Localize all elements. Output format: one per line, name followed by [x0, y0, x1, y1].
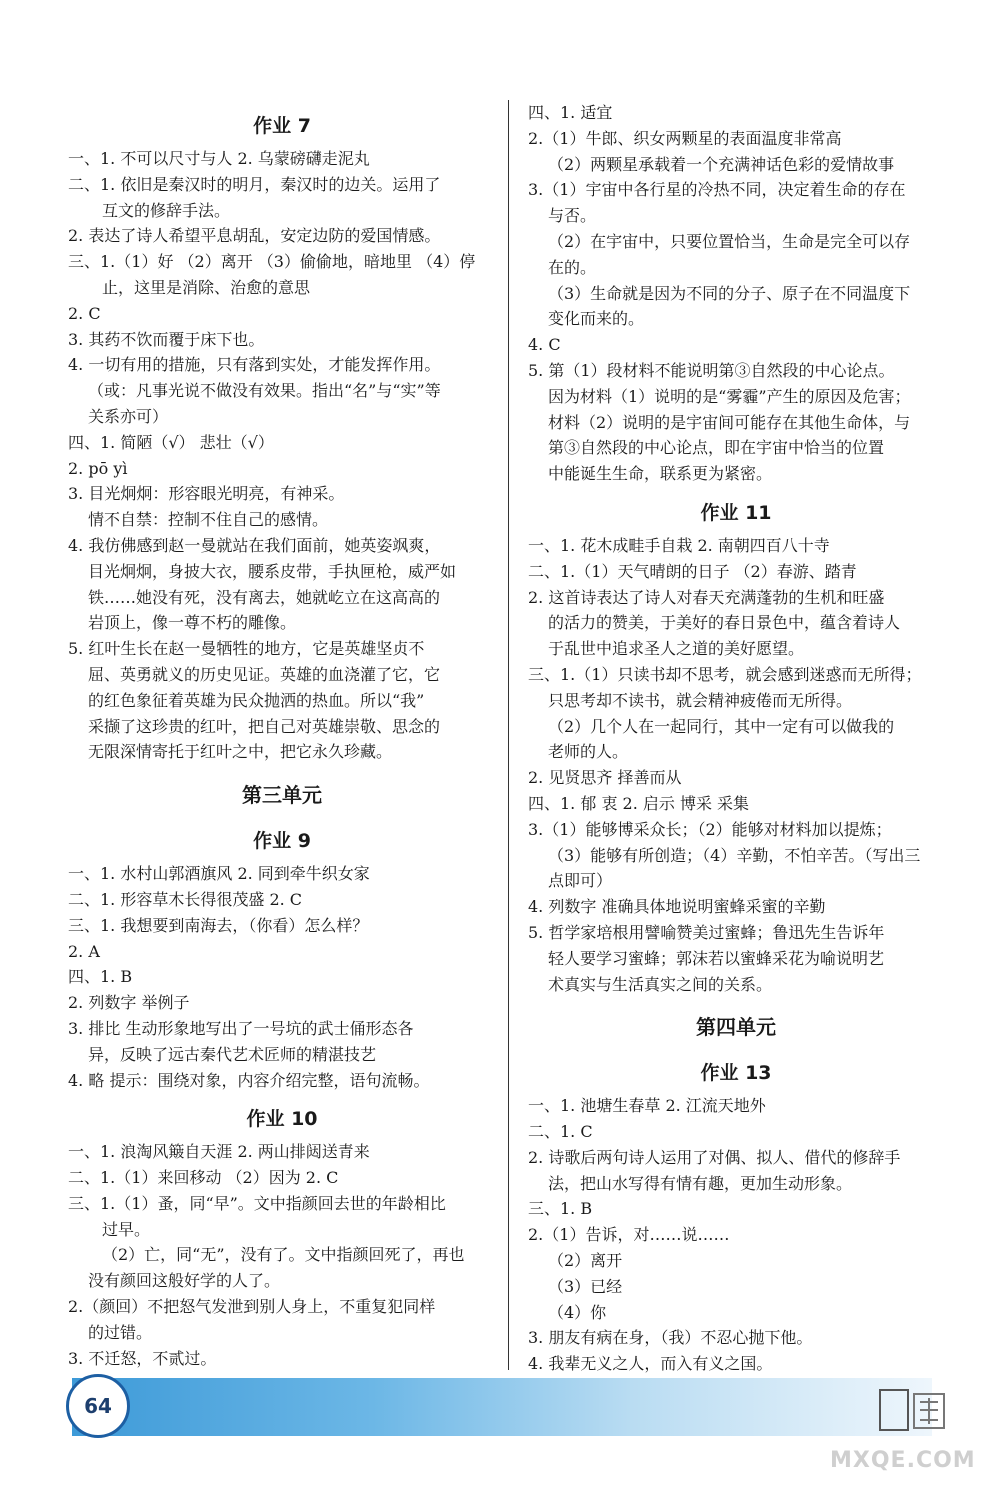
- answer-line: （3）已经: [548, 1276, 623, 1296]
- answer-line: 3. 其药不饮而覆于床下也。: [68, 329, 265, 349]
- answer-line: 3.（1）能够博采众长；（2）能够对材料加以提炼；: [528, 819, 892, 839]
- answer-line: （3）能够有所创造；（4）辛勤，不怕辛苦。（写出三: [548, 845, 921, 865]
- answer-line: 一、1. 水村山郭酒旗风 2. 同到牵牛织女家: [68, 864, 370, 884]
- answer-line: 2.（颜回）不把怒气发泄到别人身上，不重复犯同样: [68, 1297, 436, 1317]
- answer-line: 5. 红叶生长在赵一曼牺牲的地方，它是英雄坚贞不: [68, 639, 425, 659]
- column-divider: [508, 100, 509, 1370]
- answer-seal-logo-icon: [878, 1384, 950, 1436]
- answer-line: 4. 我仿佛感到赵一曼就站在我们面前，她英姿飒爽，: [68, 535, 441, 555]
- answer-line: 3. 朋友有病在身，（我）不忍心抛下他。: [528, 1328, 813, 1348]
- answer-line: 二、1.（1）天气晴朗的日子 （2）春游、踏青: [528, 561, 857, 581]
- answer-line: 2.（1）牛郎、织女两颗星的表面温度非常高: [528, 128, 842, 148]
- unit-heading: 第三单元: [242, 783, 322, 808]
- answer-line: 2. 见贤思齐 择善而从: [528, 768, 682, 788]
- answer-line: 5. 第（1）段材料不能说明第③自然段的中心论点。: [528, 360, 895, 380]
- answer-line: 老师的人。: [548, 742, 629, 762]
- watermark: MXQE.COM: [830, 1448, 976, 1473]
- answer-line: 铁……她没有死，没有离去，她就屹立在这高高的: [88, 587, 441, 607]
- answer-line: 2. 列数字 举例子: [68, 993, 190, 1013]
- answer-line: 2. 诗歌后两句诗人运用了对偶、拟人、借代的修辞手: [528, 1147, 901, 1167]
- answer-line: 2. C: [68, 303, 101, 323]
- answer-line: 2.（1）告诉，对……说……: [528, 1225, 730, 1245]
- answer-line: 四、1. 郁 衷 2. 启示 博采 采集: [528, 793, 750, 813]
- answer-line: 四、1. 简陋（√） 悲壮（√）: [68, 432, 274, 452]
- answer-line: （2）两颗星承载着一个充满神话色彩的爱情故事: [548, 154, 895, 174]
- answer-line: 4. 一切有用的措施，只有落到实处，才能发挥作用。: [68, 355, 441, 375]
- homework-heading: 作业 13: [700, 1062, 772, 1085]
- answer-line: 一、1. 浪淘风簸自天涯 2. 两山排闼送青来: [68, 1142, 370, 1162]
- answer-line: 三、1.（1）只读书却不思考，就会感到迷惑而无所得；: [528, 664, 922, 684]
- homework-heading: 作业 9: [253, 830, 311, 853]
- answer-line: 一、1. 花木成畦手自栽 2. 南朝四百八十寺: [528, 535, 830, 555]
- answer-line: 第③自然段的中心论点，即在宇宙中恰当的位置: [548, 438, 885, 458]
- answer-line: 4. C: [528, 335, 561, 355]
- answer-line: （2）离开: [548, 1251, 623, 1271]
- answer-line: 三、1. B: [528, 1199, 593, 1219]
- answer-line: 2. 表达了诗人希望平息胡乱，安定边防的爱国情感。: [68, 226, 441, 246]
- answer-line: 无限深情寄托于红叶之中，把它永久珍藏。: [88, 742, 393, 762]
- answer-line: 于乱世中追求圣人之道的美好愿望。: [548, 639, 805, 659]
- footer-gradient-bar: [72, 1378, 932, 1436]
- answer-line: 情不自禁：控制不住自己的感情。: [88, 510, 329, 530]
- left-column: [68, 100, 496, 1371]
- answer-line: 2. A: [68, 941, 100, 961]
- answer-line: 与否。: [548, 206, 597, 226]
- answer-line: 二、1.（1）来回移动 （2）因为 2. C: [68, 1168, 339, 1188]
- answer-line: 没有颜回这般好学的人了。: [88, 1271, 281, 1291]
- answer-line: 一、1. 不可以尺寸与人 2. 乌蒙磅礴走泥丸: [68, 149, 370, 168]
- answer-line: 目光炯炯，身披大衣，腰系皮带，手执匣枪，威严如: [88, 561, 457, 581]
- answer-line: 关系亦可）: [88, 406, 169, 426]
- answer-line: 四、1. 适宜: [528, 103, 613, 122]
- answer-line: 二、1. 依旧是秦汉时的明月，秦汉时的边关。运用了: [68, 174, 441, 194]
- answer-line: 三、1. 我想要到南海去，（你看）怎么样？: [68, 915, 369, 935]
- answer-line: 3. 目光炯炯：形容眼光明亮，有神采。: [68, 484, 345, 504]
- answer-line: （2）在宇宙中，只要位置恰当，生命是完全可以存: [548, 231, 911, 251]
- homework-heading: 作业 10: [246, 1108, 318, 1131]
- unit-heading: 第四单元: [696, 1015, 776, 1040]
- answer-line: 一、1. 池塘生春草 2. 江流天地外: [528, 1096, 766, 1116]
- answer-line: 止，这里是消除、治愈的意思: [102, 277, 311, 297]
- answer-line: （3）生命就是因为不同的分子、原子在不同温度下: [548, 283, 911, 303]
- answer-line: 4. 略 提示：围绕对象，内容介绍完整，语句流畅。: [68, 1070, 430, 1090]
- answer-line: 在的。: [548, 257, 597, 277]
- page-number: 64: [84, 1394, 112, 1418]
- answer-line: 采撷了这珍贵的红叶，把自己对英雄崇敬、思念的: [88, 716, 441, 736]
- answer-line: 3. 排比 生动形象地写出了一号坑的武士俑形态各: [68, 1018, 414, 1038]
- answer-line: 三、1.（1）蚤，同“早”。文中指颜回去世的年龄相比: [68, 1193, 446, 1213]
- page-number-badge: [66, 1374, 130, 1438]
- right-column: [528, 100, 944, 1377]
- answer-line: 的活力的赞美，于美好的春日景色中，蕴含着诗人: [548, 613, 901, 633]
- answer-line: 四、1. B: [68, 967, 133, 987]
- answer-line: 点即可）: [548, 871, 613, 891]
- answer-line: 屈、英勇就义的历史见证。英雄的血浇灌了它，它: [88, 664, 441, 684]
- answer-line: 4. 我辈无义之人，而入有义之国。: [528, 1354, 773, 1374]
- answer-line: 二、1. 形容草木长得很茂盛 2. C: [68, 889, 303, 909]
- answer-line: 轻人要学习蜜蜂；郭沫若以蜜蜂采花为喻说明艺: [548, 948, 885, 968]
- answer-line: 的过错。: [88, 1322, 153, 1342]
- answer-line: 术真实与生活真实之间的关系。: [548, 974, 773, 994]
- answer-line: 2. pō yì: [68, 458, 128, 478]
- answer-line: 只思考却不读书，就会精神疲倦而无所得。: [548, 690, 853, 710]
- answer-line: 岩顶上，像一尊不朽的雕像。: [88, 613, 297, 633]
- answer-line: （或：凡事光说不做没有效果。指出“名”与“实”等: [88, 381, 441, 401]
- homework-heading: 作业 7: [253, 115, 311, 137]
- answer-line: 2. 这首诗表达了诗人对春天充满蓬勃的生机和旺盛: [528, 587, 885, 607]
- homework-heading: 作业 11: [700, 501, 772, 524]
- answer-line: 因为材料（1）说明的是“雾霾”产生的原因及危害；: [548, 386, 911, 406]
- answer-line: 互文的修辞手法。: [102, 200, 231, 220]
- answer-line: 法，把山水写得有情有趣，更加生动形象。: [548, 1173, 853, 1193]
- answer-line: 中能诞生生命，联系更为紧密。: [548, 464, 773, 484]
- answer-line: 4. 列数字 准确具体地说明蜜蜂采蜜的辛勤: [528, 897, 826, 917]
- answer-line: 变化而来的。: [548, 309, 645, 329]
- answer-line: （2）亡，同“无”，没有了。文中指颜回死了，再也: [102, 1245, 465, 1265]
- answer-line: （2）几个人在一起同行，其中一定有可以做我的: [548, 716, 895, 736]
- answer-line: 3. 不迁怒，不贰过。: [68, 1348, 217, 1368]
- answer-line: 二、1. C: [528, 1122, 593, 1142]
- answer-line: 过早。: [102, 1219, 151, 1239]
- answer-line: 的红色象征着英雄为民众抛洒的热血。所以“我”: [88, 690, 425, 710]
- answer-line: 异，反映了远古秦代艺术匠师的精湛技艺: [88, 1044, 377, 1064]
- answer-line: 5. 哲学家培根用譬喻赞美过蜜蜂；鲁迅先生告诉年: [528, 922, 885, 942]
- answer-line: 材料（2）说明的是宇宙间可能存在其他生命体，与: [548, 412, 911, 432]
- answer-line: （4）你: [548, 1302, 607, 1322]
- answer-line: 三、1.（1）好 （2）离开 （3）偷偷地，暗地里 （4）停: [68, 252, 476, 272]
- answer-line: 3.（1）宇宙中各行星的冷热不同，决定着生命的存在: [528, 180, 906, 200]
